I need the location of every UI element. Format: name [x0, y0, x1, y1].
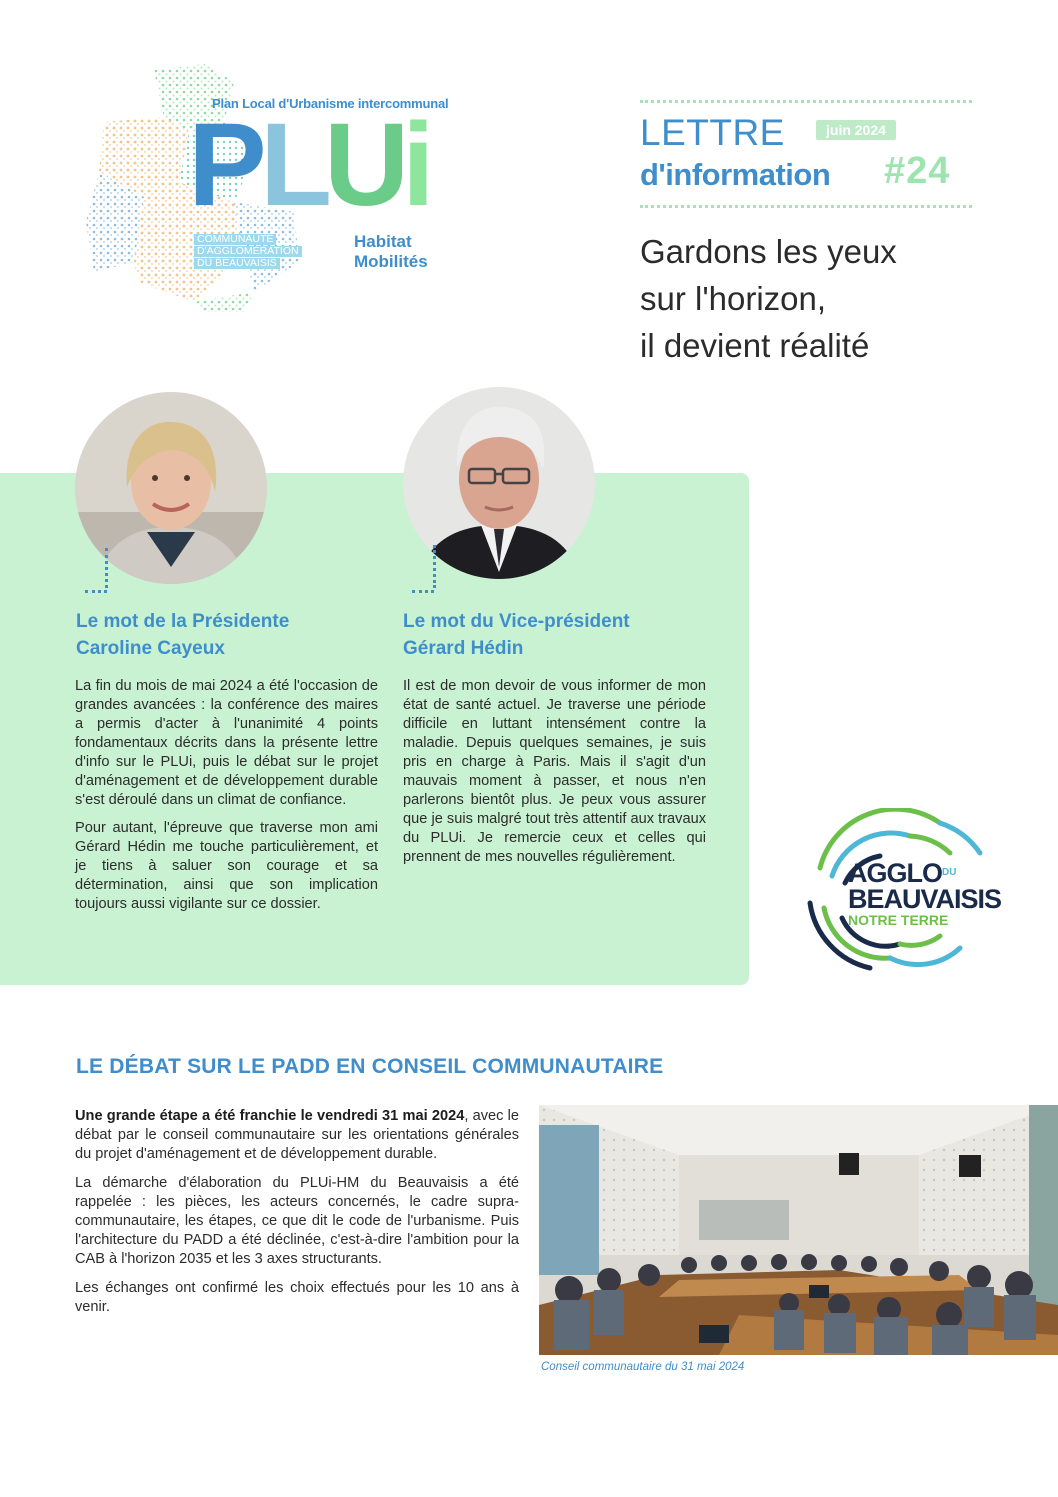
- logo-letter-i: i: [402, 99, 431, 231]
- section-paragraph: La démarche d'élaboration du PLUi-HM du Beauvaisis a été rappelée : les pièces, les acteurs concernés, le cadre supra-communautaire, les étapes, ce que dit le code de l'urbanisme. Puis l'architecture du PADD a été déclinée, c'est-à-dire l'ambition pour la CAB à l'horizon 2035 et les 3 axes structurants.: [75, 1175, 519, 1267]
- presidente-paragraph: Pour autant, l'épreuve que traverse mon ami Gérard Hédin me touche particulièrement, et je tiens à saluer son courage et sa détermination, ainsi que son implication toujours aussi vigilante sur ce dossier.: [75, 820, 378, 912]
- vice-president-text: [403, 677, 706, 876]
- portrait-presidente: [75, 392, 267, 584]
- headline: [640, 228, 970, 369]
- connector-left: [105, 548, 108, 588]
- connector-right: [433, 545, 436, 588]
- logo-themes: [354, 232, 428, 272]
- presidente-title: [76, 608, 289, 662]
- vice-president-title: [403, 608, 630, 662]
- council-photo: [539, 1105, 1058, 1355]
- section-paragraph: Les échanges ont confirmé les choix effectués pour les 10 ans à venir.: [75, 1280, 519, 1315]
- headline-line: il devient réalité: [640, 327, 870, 364]
- logo-agglo-line: D'AGGLOMÉRATION: [194, 246, 302, 257]
- agglo-line3: NOTRE TERRE: [848, 912, 949, 928]
- headline-line: Gardons les yeux: [640, 233, 897, 270]
- logo-letter-u: U: [324, 99, 406, 231]
- agglo-wordmark: [848, 860, 1001, 928]
- logo-theme-mobilites: Mobilités: [354, 252, 428, 271]
- vice-president-name: Gérard Hédin: [403, 638, 524, 659]
- agglo-line1: AGGLO: [848, 858, 942, 888]
- logo-agglo-label: [194, 234, 302, 270]
- logo-agglo-line: DU BEAUVAISIS: [194, 258, 280, 269]
- divider-bottom: [640, 205, 972, 208]
- section-lead: [75, 1107, 519, 1164]
- section-lead-rest: , avec le débat par le conseil communautaire sur les orientations générales du projet d'aménagement et de développement durable.: [75, 1108, 519, 1162]
- plui-subtitle: Plan Local d'Urbanisme intercommunal: [212, 96, 449, 111]
- connector-left-base: [85, 590, 107, 593]
- headline-line: sur l'horizon,: [640, 280, 827, 317]
- portrait-vice-president: [403, 387, 595, 579]
- presidente-text: [75, 677, 378, 923]
- agglo-line2: BEAUVAISIS: [848, 884, 1002, 914]
- divider-top: [640, 100, 972, 103]
- lettre-label: LETTRE: [640, 112, 785, 153]
- agglo-beauvaisis-logo: [790, 808, 1010, 978]
- connector-right-base: [412, 590, 434, 593]
- section-title: LE DÉBAT SUR LE PADD EN CONSEIL COMMUNAUTAIRE: [76, 1055, 664, 1078]
- agglo-du: DU: [942, 867, 957, 878]
- logo-agglo-line: COMMUNAUTÉ: [194, 234, 276, 245]
- logo-letter-l: L: [260, 99, 329, 231]
- vice-president-title-line1: Le mot du Vice-président: [403, 611, 630, 632]
- logo-letter-p: P: [188, 99, 263, 231]
- vice-president-paragraph: Il est de mon devoir de vous informer de mon état de santé actuel. Je traverse une période difficile en luttant intensément contre la maladie. Depuis quelques semaines, je suis pris en charge à Paris. Mais il s'agit d'un mauvais moment à passer, et nous n'en parlerons bientôt plus. Je peux vous assurer que je suis malgré tout très attentif aux travaux du PLUi. Je remercie ceux et celles qui prennent de mes nouvelles régulièrement.: [403, 678, 706, 865]
- logo-theme-habitat: Habitat: [354, 232, 412, 251]
- issue-number: #24: [884, 150, 951, 192]
- section-text: [75, 1107, 519, 1327]
- presidente-name: Caroline Cayeux: [76, 638, 225, 659]
- presidente-title-line1: Le mot de la Présidente: [76, 611, 290, 632]
- section-lead-bold: Une grande étape a été franchie le vendredi 31 mai 2024: [75, 1108, 465, 1124]
- plui-logo: [84, 62, 474, 312]
- presidente-paragraph: La fin du mois de mai 2024 a été l'occasion de grandes avancées : la conférence des maires a permis d'acter à l'unanimité 4 points fondamentaux décrits dans la présente lettre d'info sur le PLUi, puis le débat sur le projet d'aménagement et de développement durable s'est déroulé dans un climat de confiance.: [75, 678, 378, 808]
- information-label: d'information: [640, 157, 831, 192]
- photo-caption: Conseil communautaire du 31 mai 2024: [541, 1361, 745, 1373]
- date-badge: juin 2024: [816, 120, 896, 140]
